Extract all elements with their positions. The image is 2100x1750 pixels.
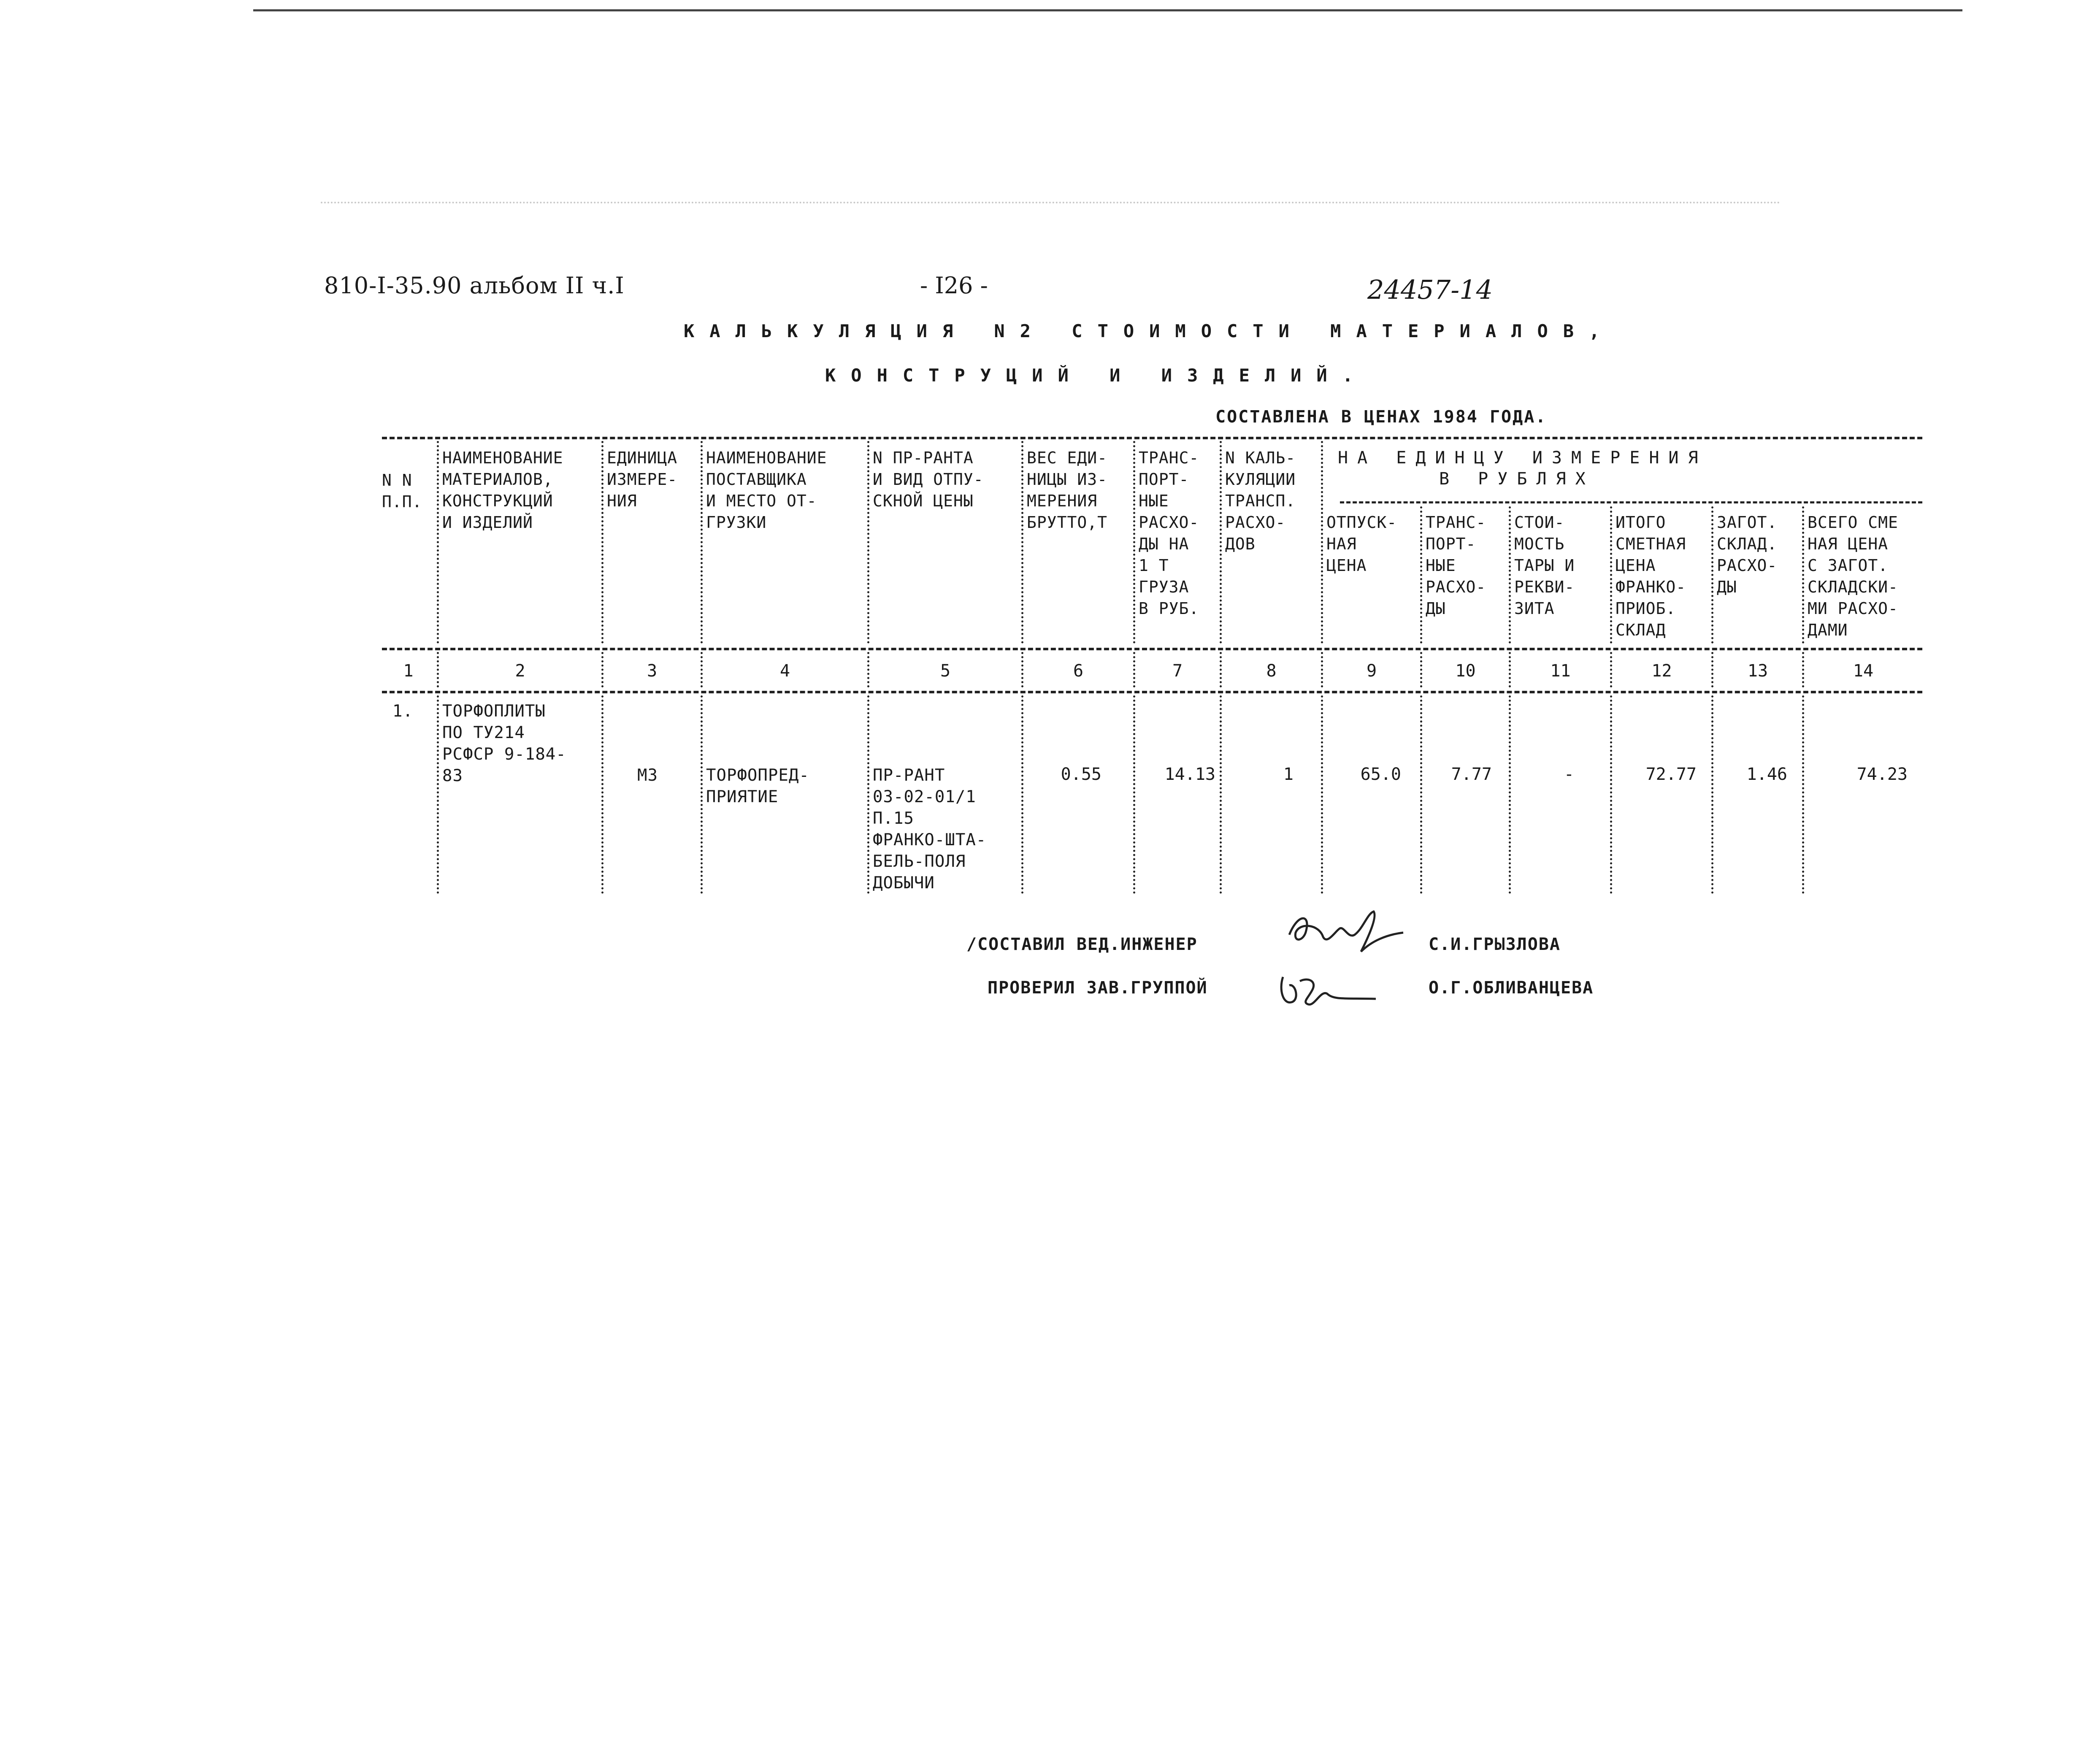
archive-number: 24457-14 — [1367, 274, 1493, 305]
row-price-list: ПР-РАНТ 03-02-01/1 П.15 ФРАНКО-ШТА- БЕЛЬ-ПОЛЯ ДОБЫЧИ — [873, 766, 987, 893]
column-number: 9 — [1366, 661, 1377, 681]
row-unit: М3 — [637, 766, 658, 785]
header-unit: ЕДИНИЦА ИЗМЕРЕ- НИЯ — [607, 449, 678, 510]
header-bottom-rule — [382, 648, 1922, 650]
row-npp: 1. — [392, 702, 413, 721]
column-number: 11 — [1550, 661, 1571, 681]
column-separator — [701, 695, 703, 894]
column-separator — [1321, 441, 1323, 644]
header-calc-number: N КАЛЬ- КУЛЯЦИИ ТРАНСП. РАСХО- ДОВ — [1225, 449, 1296, 553]
column-number: 13 — [1747, 661, 1768, 681]
column-separator — [1321, 695, 1323, 894]
column-number: 8 — [1266, 661, 1277, 681]
document-subtitle: СОСТАВЛЕНА В ЦЕНАХ 1984 ГОДА. — [1215, 407, 1547, 427]
header-price-list: N ПР-РАНТА И ВИД ОТПУ- СКНОЙ ЦЕНЫ — [873, 449, 984, 510]
checker-name: О.Г.ОБЛИВАНЦЕВА — [1429, 978, 1594, 998]
column-number: 5 — [940, 661, 951, 681]
compiler-name: С.И.ГРЫЗЛОВА — [1429, 935, 1561, 954]
column-separator — [1509, 695, 1511, 894]
row-tare-cost: - — [1564, 765, 1574, 784]
column-separator — [867, 695, 869, 894]
header-transport-per-ton: ТРАНС- ПОРТ- НЫЕ РАСХО- ДЫ НА 1 Т ГРУЗА В РУБ. — [1139, 449, 1199, 618]
column-separator — [1711, 506, 1713, 644]
row-transport-per-ton: 14.13 — [1164, 765, 1215, 784]
header-tare-cost: СТОИ- МОСТЬ ТАРЫ И РЕКВИ- ЗИТА — [1514, 513, 1575, 618]
header-grand-total: ВСЕГО СМЕ НАЯ ЦЕНА С ЗАГОТ. СКЛАДСКИ- МИ РАСХО- ДАМИ — [1808, 513, 1898, 639]
column-number: 12 — [1651, 661, 1672, 681]
column-separator — [437, 695, 439, 894]
column-separator — [1610, 695, 1612, 894]
row-grand-total: 74.23 — [1856, 765, 1908, 784]
top-scan-rule — [253, 9, 1962, 11]
column-separator — [1802, 506, 1804, 644]
checked-by-label: ПРОВЕРИЛ ЗАВ.ГРУППОЙ — [988, 978, 1208, 998]
column-number: 10 — [1455, 661, 1476, 681]
group-subheader: В РУБЛЯХ — [1439, 469, 1595, 489]
header-transport-cost: ТРАНС- ПОРТ- НЫЕ РАСХО- ДЫ — [1426, 513, 1486, 618]
column-separator — [1420, 695, 1422, 894]
column-separator — [601, 695, 603, 894]
column-number: 2 — [515, 661, 525, 681]
column-separator — [1420, 506, 1422, 644]
row-release-price: 65.0 — [1360, 765, 1401, 784]
column-number: 4 — [779, 661, 790, 681]
document-title-line-2: КОНСТРУЦИЙ И ИЗДЕЛИЙ. — [825, 365, 1369, 386]
column-number: 14 — [1853, 661, 1874, 681]
column-separator — [867, 441, 869, 644]
column-separator — [1133, 695, 1135, 894]
group-header-rule — [1340, 501, 1922, 503]
document-reference: 810-I-35.90 альбом II ч.I — [324, 272, 625, 299]
column-separator — [1021, 441, 1023, 644]
compiler-signature — [1281, 905, 1407, 960]
faint-dotted-line — [321, 202, 1781, 203]
column-separator — [1133, 441, 1135, 644]
header-npp: N N П.П. — [382, 471, 422, 511]
page-number: - I26 - — [920, 272, 988, 299]
row-total-estimate: 72.77 — [1645, 765, 1697, 784]
column-separator — [437, 441, 439, 644]
column-separator — [1711, 695, 1713, 894]
column-separator — [1220, 441, 1222, 644]
column-separator — [601, 441, 603, 644]
header-storage-cost: ЗАГОТ. СКЛАД. РАСХО- ДЫ — [1717, 513, 1778, 596]
column-separator — [701, 441, 703, 644]
column-number: 7 — [1172, 661, 1183, 681]
document-title-line-1: КАЛЬКУЛЯЦИЯ N2 СТОИМОСТИ МАТЕРИАЛОВ, — [684, 321, 1615, 341]
header-total-estimate: ИТОГО СМЕТНАЯ ЦЕНА ФРАНКО- ПРИОБ. СКЛАД — [1616, 513, 1686, 639]
column-separator — [1802, 695, 1804, 894]
group-header: НА ЕДИНЦУ ИЗМЕРЕНИЯ — [1338, 448, 1708, 468]
header-release-price: ОТПУСК- НАЯ ЦЕНА — [1326, 513, 1397, 575]
column-number: 3 — [647, 661, 658, 681]
header-weight: ВЕС ЕДИ- НИЦЫ ИЗ- МЕРЕНИЯ БРУТТО,Т — [1027, 449, 1108, 532]
numbers-bottom-rule — [382, 691, 1922, 693]
row-transport-cost: 7.77 — [1451, 765, 1492, 784]
row-material-name: ТОРФОПЛИТЫ ПО ТУ214 РСФСР 9-184- 83 — [442, 702, 566, 785]
header-supplier: НАИМЕНОВАНИЕ ПОСТАВЩИКА И МЕСТО ОТ- ГРУЗКИ — [706, 449, 827, 532]
column-separator — [1021, 695, 1023, 894]
row-weight: 0.55 — [1061, 765, 1101, 784]
row-storage-cost: 1.46 — [1746, 765, 1787, 784]
column-separator — [1509, 506, 1511, 644]
header-material-name: НАИМЕНОВАНИЕ МАТЕРИАЛОВ, КОНСТРУКЦИЙ И ИЗДЕЛИЙ — [442, 449, 563, 532]
table-top-rule — [382, 437, 1922, 439]
column-number: 1 — [403, 661, 414, 681]
row-calc-number: 1 — [1283, 765, 1294, 784]
checker-signature — [1275, 964, 1384, 1015]
compiled-by-label: /СОСТАВИЛ ВЕД.ИНЖЕНЕР — [966, 935, 1198, 954]
column-separator — [1610, 506, 1612, 644]
row-supplier: ТОРФОПРЕД- ПРИЯТИЕ — [706, 766, 809, 806]
column-number: 6 — [1073, 661, 1084, 681]
column-separator — [1220, 695, 1222, 894]
